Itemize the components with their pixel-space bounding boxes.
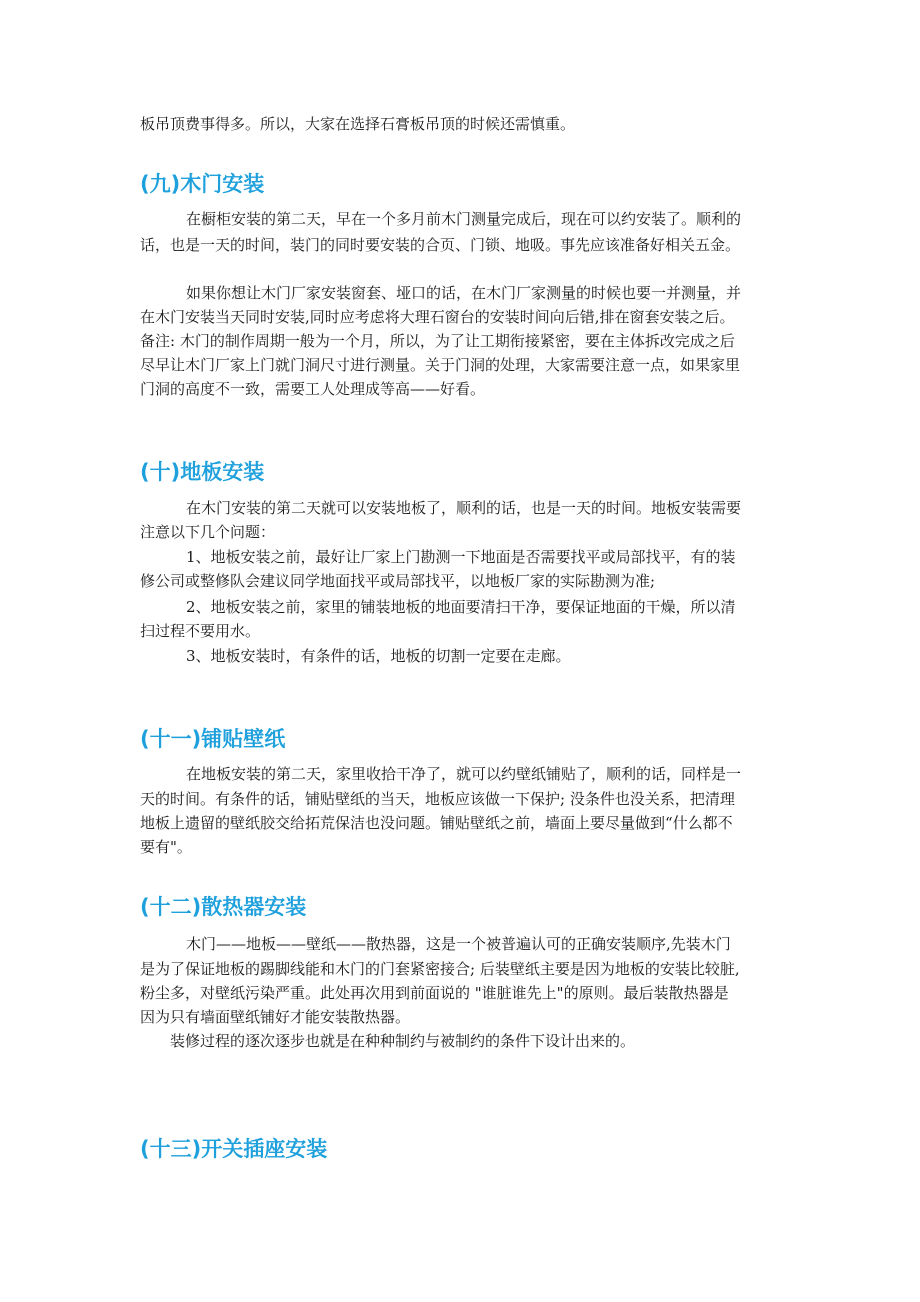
paragraph-line: 如果你想让木门厂家安装窗套、垭口的话，在木门厂家测量的时候也要一并测量，并 — [186, 284, 742, 302]
paragraph-line: 注意以下几个问题： — [140, 523, 276, 541]
paragraph-line: 装修过程的逐次逐步也就是在种种制约与被制约的条件下设计出来的。 — [170, 1032, 636, 1050]
paragraph-line: 备注: 木门的制作周期一般为一个月，所以，为了让工期衔接紧密，要在主体拆改完成之后 — [140, 332, 735, 350]
section-heading-wood-door: (九)木门安装 — [140, 172, 265, 196]
paragraph-line: 是为了保证地板的踢脚线能和木门的门套紧密接合; 后装壁纸主要是因为地板的安装比较脏, — [140, 960, 740, 978]
paragraph-line: 木门——地板——壁纸——散热器，这是一个被普遍认可的正确安装顺序,先装木门 — [186, 935, 731, 953]
list-item-line: 3、地板安装时，有条件的话，地板的切割一定要在走廊。 — [186, 647, 571, 665]
paragraph-line: 门洞的高度不一致，需要工人处理成等高——好看。 — [140, 380, 486, 398]
section-heading-floor: (十)地板安装 — [140, 460, 265, 484]
list-item-line: 2、地板安装之前，家里的铺装地板的地面要清扫干净，要保证地面的干燥，所以清 — [186, 598, 736, 616]
intro-line: 板吊顶费事得多。所以，大家在选择石膏板吊顶的时候还需慎重。 — [140, 115, 576, 133]
list-item-line: 扫过程不要用水。 — [140, 622, 261, 640]
paragraph-line: 粉尘多，对壁纸污染严重。此处再次用到前面说的 "谁脏谁先上"的原则。最后装散热器是 — [140, 984, 729, 1002]
paragraph-line: 尽早让木门厂家上门就门洞尺寸进行测量。关于门洞的处理，大家需要注意一点，如果家里 — [140, 356, 741, 374]
section-heading-wallpaper: (十一)铺贴壁纸 — [140, 727, 286, 751]
paragraph-line: 在地板安装的第二天，家里收拾干净了，就可以约壁纸铺贴了，顺利的话，同样是一 — [186, 765, 742, 783]
paragraph-line: 要有"。 — [140, 838, 192, 856]
section-heading-switch-socket: (十三)开关插座安装 — [140, 1137, 328, 1161]
paragraph-line: 在木门安装当天同时安装,同时应考虑将大理石窗台的安装时间向后错,排在窗套安装之后。 — [140, 308, 735, 326]
paragraph-line: 地板上遗留的壁纸胶交给拓荒保洁也没问题。铺贴壁纸之前，墙面上要尽量做到“什么都不 — [140, 814, 733, 832]
paragraph-line: 因为只有墙面壁纸铺好才能安装散热器。 — [140, 1008, 411, 1026]
paragraph-line: 在木门安装的第二天就可以安装地板了，顺利的话，也是一天的时间。地板安装需要 — [186, 499, 742, 517]
paragraph-line: 天的时间。有条件的话，铺贴壁纸的当天，地板应该做一下保护; 没条件也没关系，把清理 — [140, 790, 735, 808]
list-item-line: 1、地板安装之前，最好让厂家上门勘测一下地面是否需要找平或局部找平，有的装 — [186, 548, 736, 566]
list-item-line: 修公司或整修队会建议同学地面找平或局部找平，以地板厂家的实际勘测为准; — [140, 572, 656, 590]
paragraph-line: 在橱柜安装的第二天，早在一个多月前木门测量完成后，现在可以约安装了。顺利的 — [186, 210, 742, 228]
section-heading-radiator: (十二)散热器安装 — [140, 895, 307, 919]
paragraph-line: 话，也是一天的时间，装门的同时要安装的合页、门锁、地吸。事先应该准备好相关五金。 — [140, 236, 741, 254]
